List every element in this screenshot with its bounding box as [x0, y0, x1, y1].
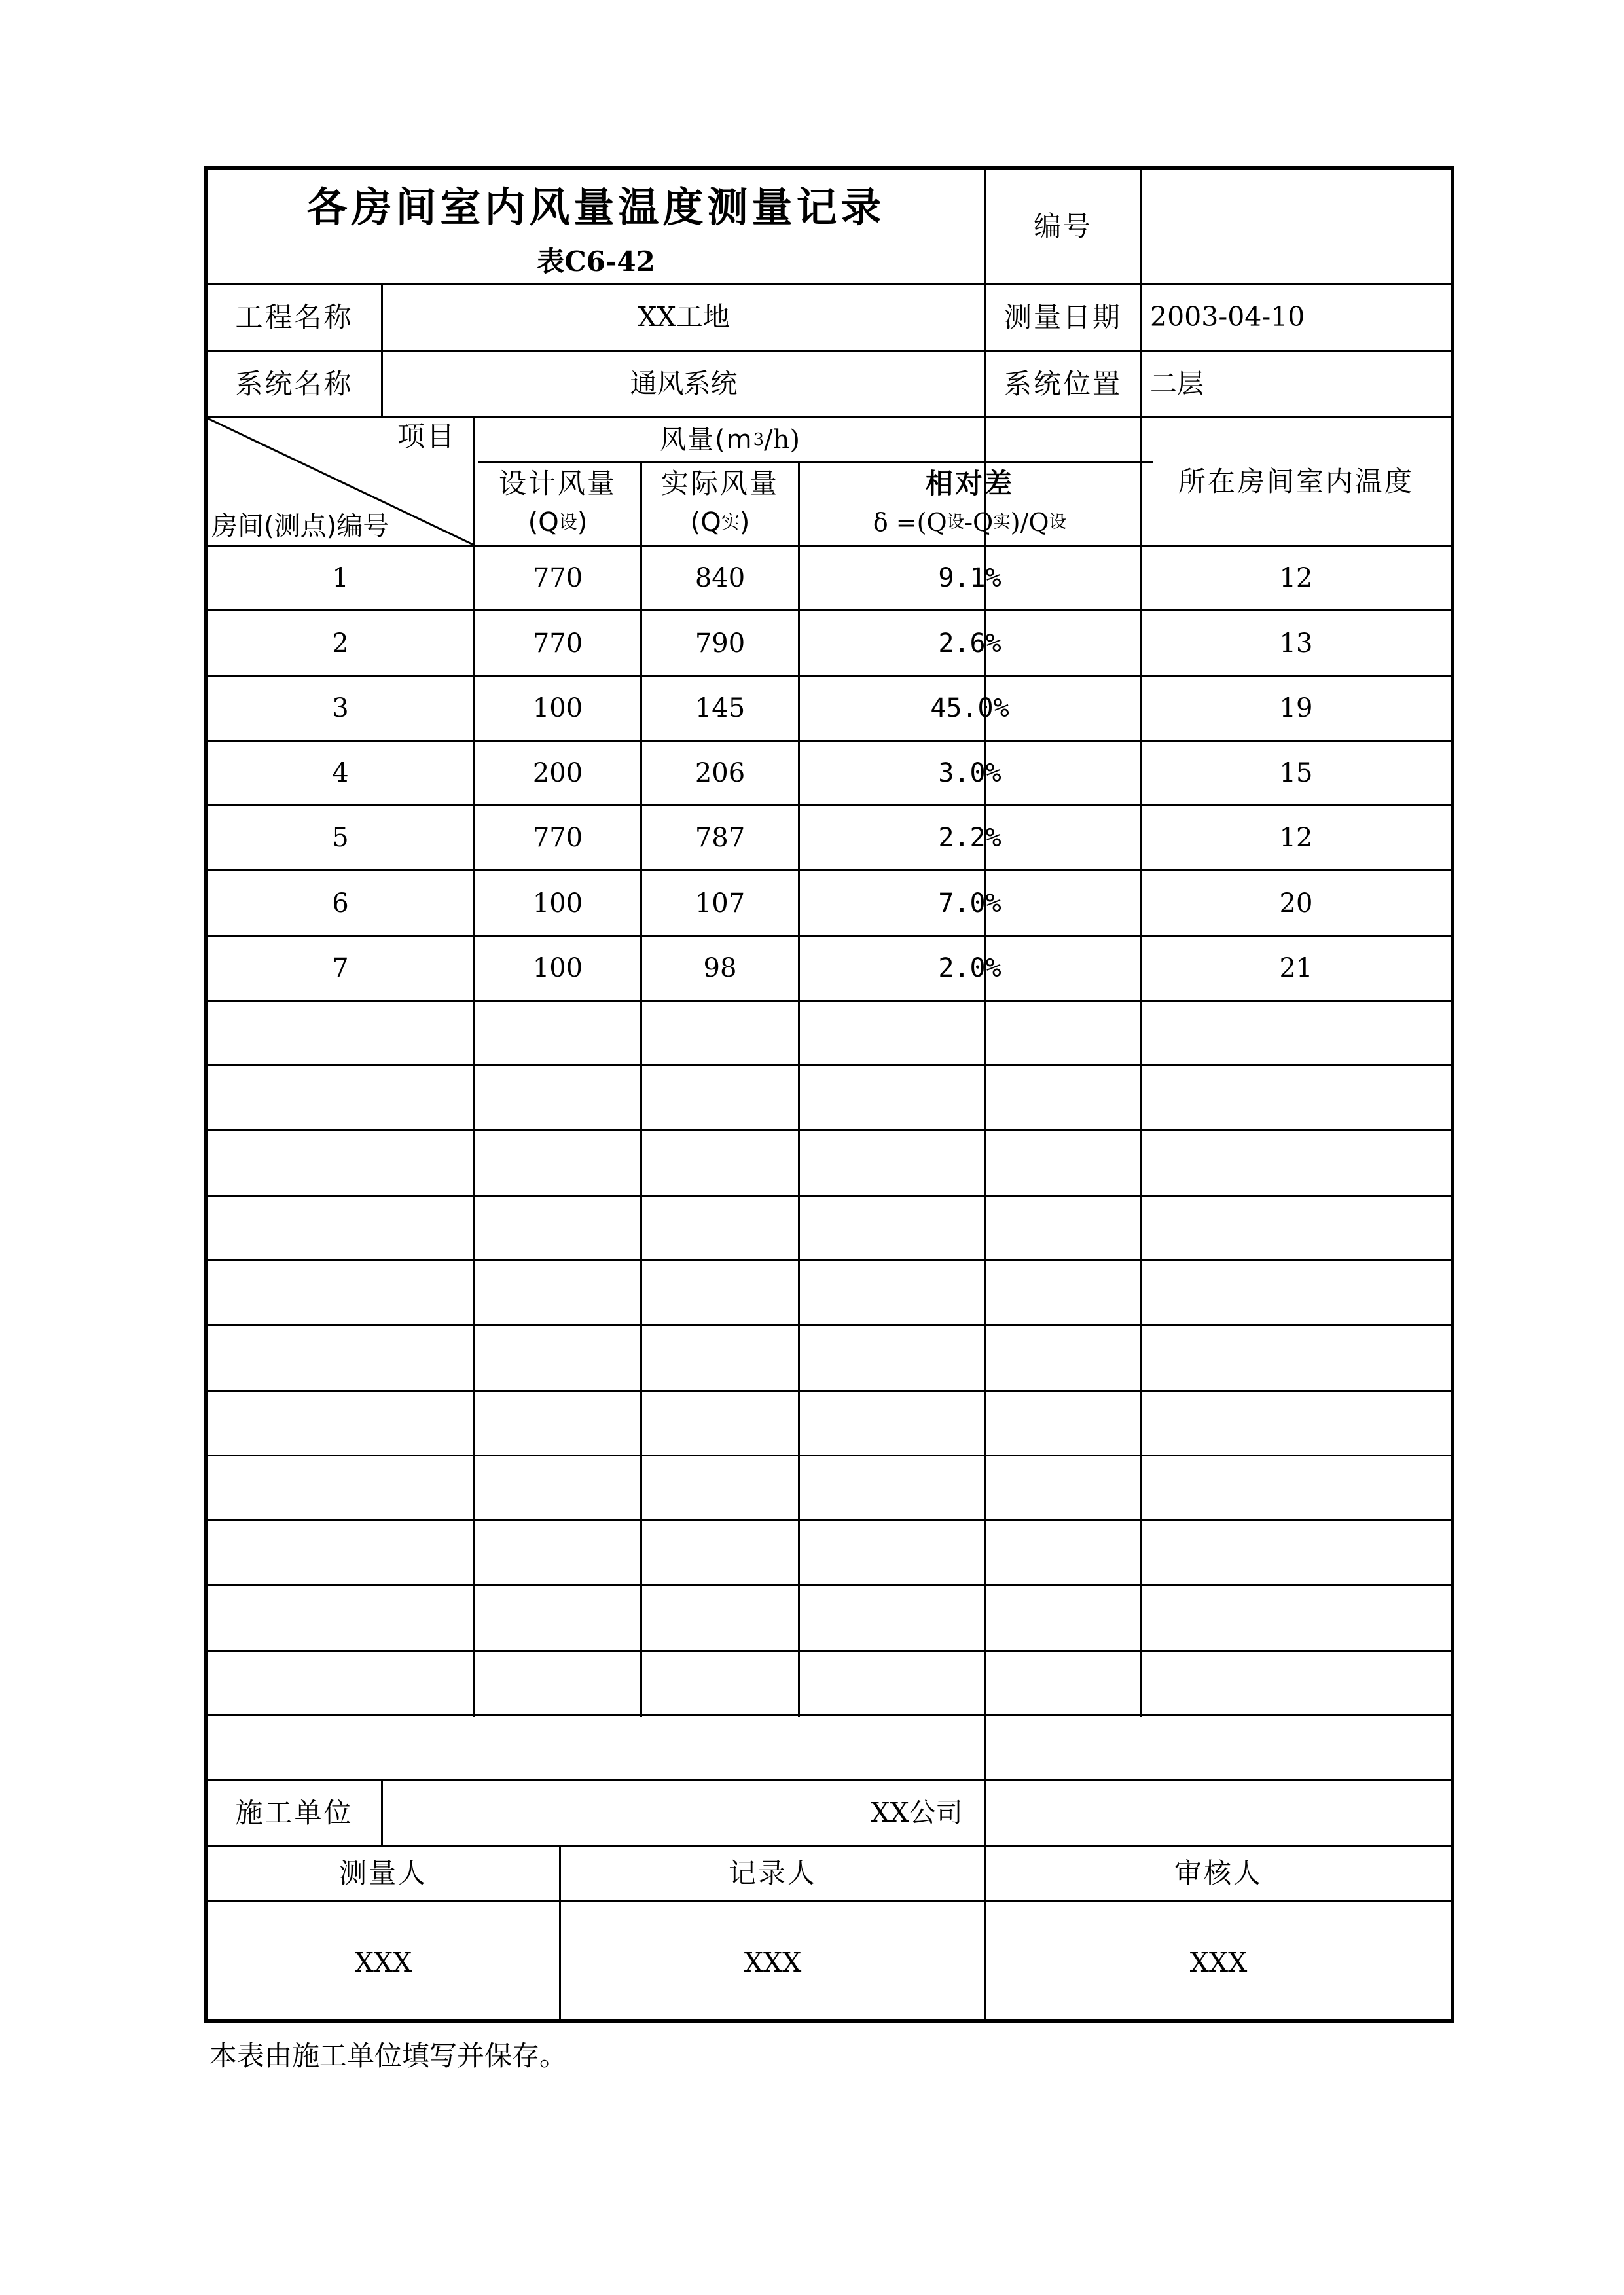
row-4-design: 200: [532, 758, 583, 788]
recorder-value: XXX: [744, 1947, 802, 1978]
row-6-room: 6: [332, 888, 349, 918]
row-1-diff: 9.1%: [938, 563, 1001, 593]
row-2-temp: 13: [1279, 628, 1313, 659]
row-6-diff: 7.0%: [938, 888, 1001, 918]
row-5-temp: 12: [1279, 823, 1313, 853]
row-5-design: 770: [532, 823, 583, 853]
system-name-label: 系统名称: [235, 367, 353, 400]
row-5-actual: 787: [695, 823, 746, 853]
row-1-design: 770: [532, 563, 583, 593]
header-air-volume: 风量(m 3 /h): [660, 425, 800, 455]
row-6-actual: 107: [695, 888, 746, 918]
row-3-design: 100: [532, 693, 583, 723]
row-4-diff: 3.0%: [938, 758, 1001, 788]
header-room-temperature: 所在房间室内温度: [1178, 465, 1414, 497]
header-actual-symbol: (Q 实 ): [690, 507, 750, 537]
page-title: 各房间室内风量温度测量记录: [306, 183, 886, 231]
row-5-room: 5: [332, 823, 349, 853]
system-location-label: 系统位置: [1003, 367, 1122, 400]
row-1-room: 1: [332, 563, 349, 593]
measurement-date-value: 2003-04-10: [1150, 301, 1305, 333]
header-design-symbol: (Q 设 ): [528, 507, 588, 537]
header-design-volume: 设计风量: [498, 467, 617, 499]
header-relative-formula: δ =(Q 设 -Q 实 )/Q 设: [873, 508, 1067, 537]
system-location-value: 二层: [1150, 368, 1204, 399]
contractor-label: 施工单位: [235, 1796, 353, 1829]
number-label: 编号: [1033, 209, 1092, 242]
row-7-design: 100: [532, 953, 583, 983]
row-1-temp: 12: [1279, 563, 1313, 593]
project-name-label: 工程名称: [235, 300, 353, 333]
row-3-actual: 145: [695, 693, 746, 723]
header-item: 项目: [397, 420, 457, 452]
measurer-value: XXX: [354, 1947, 412, 1978]
row-2-design: 770: [532, 628, 583, 659]
contractor-value: XX公司: [871, 1797, 963, 1828]
row-7-temp: 21: [1279, 953, 1313, 983]
measurement-record-form: [204, 166, 1454, 2023]
row-6-design: 100: [532, 888, 583, 918]
form-code: 表C6-42: [537, 245, 655, 278]
row-4-temp: 15: [1279, 758, 1313, 788]
row-4-actual: 206: [695, 758, 746, 788]
row-7-room: 7: [332, 953, 349, 983]
row-7-actual: 98: [703, 953, 737, 983]
header-actual-volume: 实际风量: [660, 467, 779, 499]
measurer-label: 测量人: [338, 1857, 427, 1889]
header-room-number: 房间(测点)编号: [211, 511, 389, 541]
row-6-temp: 20: [1279, 888, 1313, 918]
reviewer-value: XXX: [1189, 1947, 1248, 1978]
row-7-diff: 2.0%: [938, 953, 1001, 983]
system-name-value: 通风系统: [630, 368, 738, 399]
row-3-room: 3: [332, 693, 349, 723]
row-5-diff: 2.2%: [938, 823, 1001, 853]
row-2-diff: 2.6%: [938, 628, 1001, 659]
footnote: 本表由施工单位填写并保存。: [209, 2040, 568, 2072]
project-name-value: XX工地: [638, 301, 730, 333]
recorder-label: 记录人: [728, 1857, 817, 1889]
reviewer-label: 审核人: [1174, 1857, 1263, 1889]
number-field[interactable]: [1142, 170, 1451, 283]
row-2-room: 2: [332, 628, 349, 659]
row-2-actual: 790: [695, 628, 746, 659]
header-relative-difference: 相对差: [925, 467, 1014, 499]
row-4-room: 4: [332, 758, 349, 788]
row-3-diff: 45.0%: [930, 693, 1009, 723]
measurement-date-label: 测量日期: [1003, 300, 1122, 333]
row-3-temp: 19: [1279, 693, 1313, 723]
row-1-actual: 840: [695, 563, 746, 593]
